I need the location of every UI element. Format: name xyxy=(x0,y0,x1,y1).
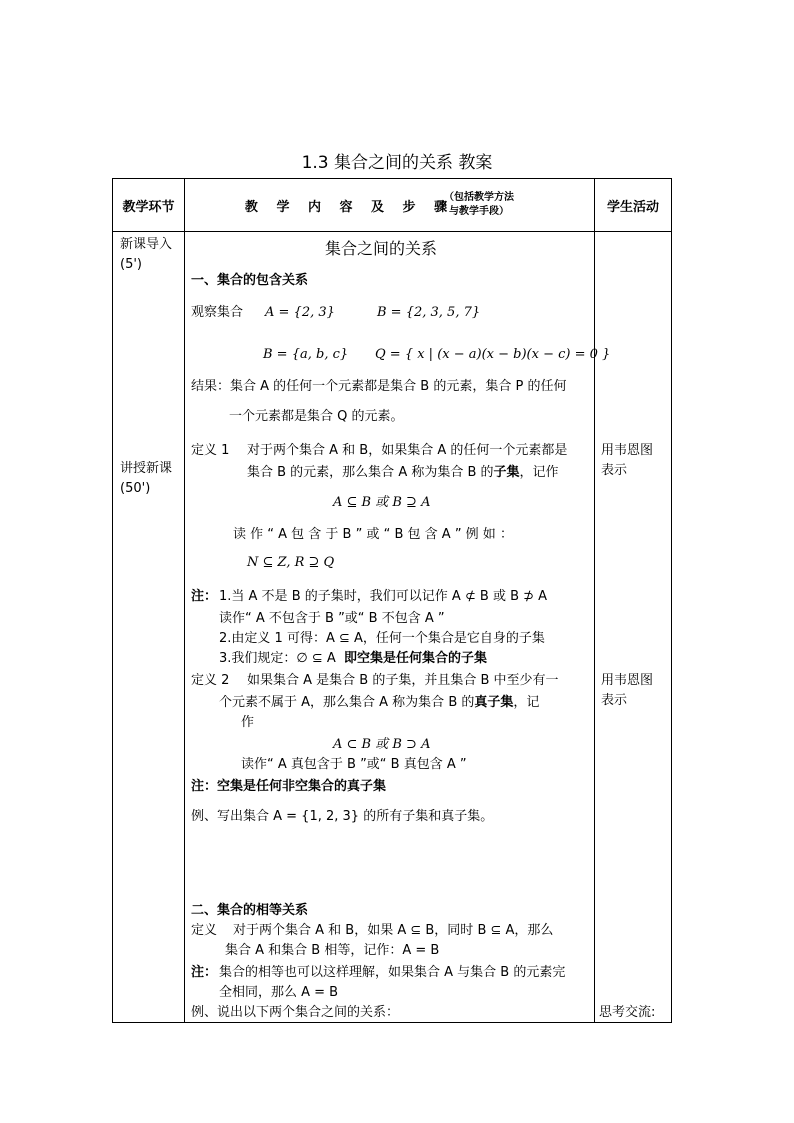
header-content-note: （包括教学方法 与教学手段） xyxy=(444,192,514,217)
stage-teach-time: (50') xyxy=(120,481,151,496)
stage-column xyxy=(113,232,185,1023)
definition-1-line-1: 对于两个集合 A 和 B，如果集合 A 的任何一个元素都是 xyxy=(247,443,568,458)
observe-label: 观察集合 xyxy=(191,305,244,320)
student-activity-venn-1b: 表示 xyxy=(601,463,628,478)
definition-1-formula: A ⊆ B 或 B ⊇ A xyxy=(333,495,431,510)
stage-teach-label: 讲授新课 xyxy=(120,461,173,476)
example-2: 例、写出集合 A = {1, 2, 3} 的所有子集和真子集。 xyxy=(191,809,494,824)
table-body-row xyxy=(113,232,672,1023)
example-3: 例、说出以下两个集合之间的关系： xyxy=(191,1005,400,1020)
set-q: Q = { x | (x − a)(x − b)(x − c) = 0 } xyxy=(375,347,611,362)
result-line-1: 结果：集合 A 的任何一个元素都是集合 B 的元素，集合 P 的任何 xyxy=(191,379,567,394)
note-3-line-2: 全相同，那么 A = B xyxy=(219,985,339,1000)
set-a: A = {2, 3} xyxy=(265,305,335,320)
definition-1-line-2: 集合 B 的元素，那么集合 A 称为集合 B 的子集，记作 xyxy=(247,465,559,480)
note-3-line-1: 集合的相等也可以这样理解，如果集合 A 与集合 B 的元素完 xyxy=(219,965,566,980)
definition-2-formula: A ⊂ B 或 B ⊃ A xyxy=(333,737,431,752)
example-1: N ⊆ Z, R ⊇ Q xyxy=(247,555,335,570)
note-1: 1.当 A 不是 B 的子集时，我们可以记作 A ⊄ B 或 B ⊅ A xyxy=(219,589,548,604)
set-b-letters: B = {a, b, c} xyxy=(263,347,349,362)
header-content xyxy=(185,179,595,232)
document-title: 1.3 集合之间的关系 教案 xyxy=(301,153,493,173)
student-activity-column xyxy=(595,232,672,1023)
definition-1-label: 定义 1 xyxy=(191,443,230,458)
definition-2-line-1: 如果集合 A 是集合 B 的子集，并且集合 B 中至少有一 xyxy=(247,673,559,688)
stage-intro-label: 新课导入 xyxy=(120,237,173,252)
note-1-read: 读作“ A 不包含于 B ”或“ B 不包含 A ” xyxy=(219,611,445,626)
definition-3-line-2: 集合 A 和集合 B 相等，记作：A = B xyxy=(225,943,440,958)
part2-heading: 二、集合的相等关系 xyxy=(191,903,309,918)
note-3: 3.我们规定：∅ ⊆ A 即空集是任何集合的子集 xyxy=(219,651,488,666)
note-2: 2.由定义 1 可得：A ⊆ A，任何一个集合是它自身的子集 xyxy=(219,631,545,646)
set-b: B = {2, 3, 5, 7} xyxy=(377,305,481,320)
definition-3-line-1: 对于两个集合 A 和 B，如果 A ⊆ B，同时 B ⊆ A，那么 xyxy=(233,923,554,938)
student-activity-venn-2b: 表示 xyxy=(601,693,628,708)
student-activity-venn-2: 用韦恩图 xyxy=(601,673,654,688)
student-activity-discuss: 思考交流: xyxy=(599,1005,656,1020)
definition-2-line-2: 个元素不属于 A，那么集合 A 称为集合 B 的真子集，记 xyxy=(219,695,540,710)
definition-2-line-3: 作 xyxy=(241,715,255,730)
header-stage: 教学环节 xyxy=(113,179,185,232)
note-3-label: 注： xyxy=(191,965,218,980)
definition-3-label: 定义 xyxy=(191,923,218,938)
note-empty-set: 注：空集是任何非空集合的真子集 xyxy=(191,779,387,794)
definition-2-label: 定义 2 xyxy=(191,673,230,688)
header-content-main: 教 学 内 容 及 步 骤 xyxy=(244,199,455,215)
read-as-2: 读作“ A 真包含于 B ”或“ B 真包含 A ” xyxy=(241,757,467,772)
note-label: 注： xyxy=(191,589,218,604)
content-column xyxy=(185,232,611,1023)
result-line-2: 一个元素都是集合 Q 的元素。 xyxy=(229,409,404,424)
student-activity-venn-1: 用韦恩图 xyxy=(601,443,654,458)
section-title: 集合之间的关系 xyxy=(325,239,438,258)
header-student-activity: 学生活动 xyxy=(595,179,672,232)
lesson-plan-table xyxy=(112,178,672,1023)
stage-intro-time: (5') xyxy=(120,257,142,272)
read-as-1: 读 作 “ A 包 含 于 B ” 或 “ B 包 含 A ” 例 如 ： xyxy=(233,527,513,542)
part1-heading: 一、集合的包含关系 xyxy=(191,273,309,288)
table-header-row xyxy=(113,179,672,232)
